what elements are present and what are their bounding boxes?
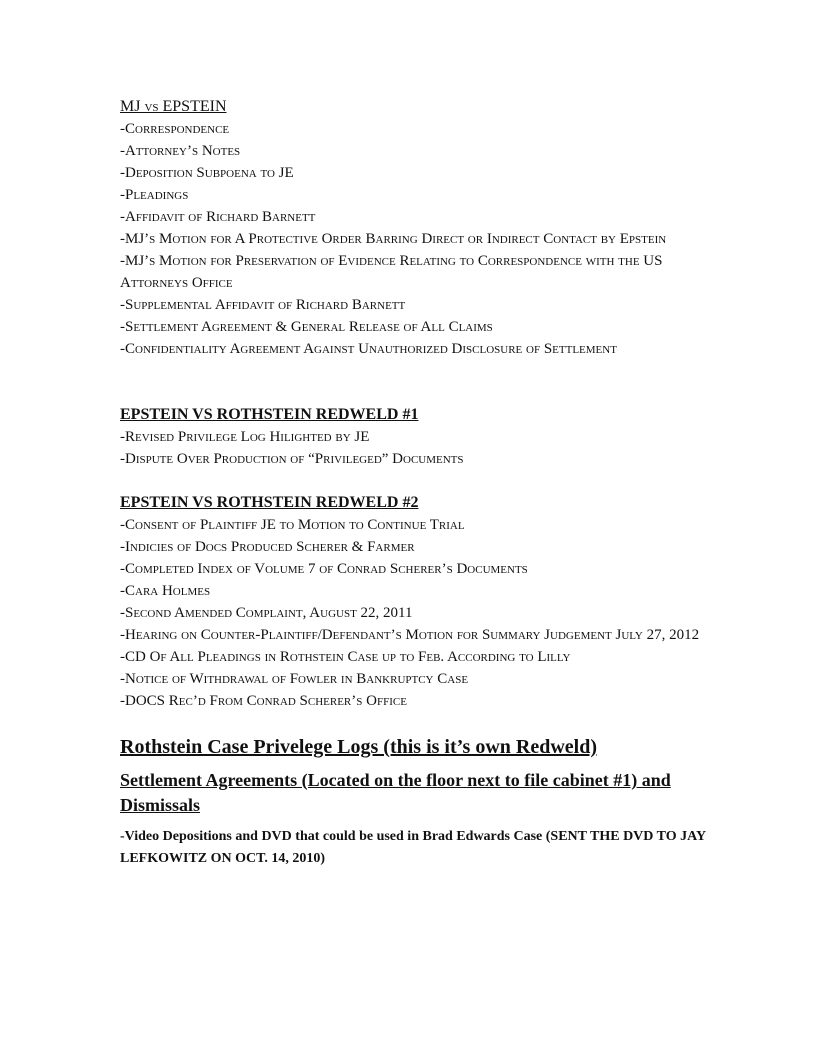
- video-depositions-note: -Video Depositions and DVD that could be used in Brad Edwards Case (SENT THE DVD TO JAY LEFKOWITZ ON OCT. 14, 2010): [120, 829, 706, 866]
- list-item: -Confidentiality Agreement Against Unauthorized Disclosure of Settlement: [120, 341, 617, 357]
- list-item: -Settlement Agreement & General Release of All Claims: [120, 319, 493, 335]
- section-title-redweld-1: EPSTEIN VS ROTHSTEIN REDWELD #1: [120, 406, 419, 423]
- list-item: -DOCS Rec’d From Conrad Scherer’s Office: [120, 693, 407, 709]
- section-list-redweld-2: [120, 514, 720, 712]
- list-item: -MJ’s Motion for Preservation of Evidence Relating to Correspondence with the US Attorneys Office: [120, 253, 663, 291]
- section-title-privelege-logs: Rothstein Case Privelege Logs (this is it’s own Redweld): [120, 736, 598, 758]
- list-item: -CD Of All Pleadings in Rothstein Case up to Feb. According to Lilly: [120, 649, 571, 665]
- list-item: -Second Amended Complaint, August 22, 2011: [120, 605, 413, 621]
- list-item: -Correspondence: [120, 121, 230, 137]
- list-item: -Completed Index of Volume 7 of Conrad Scherer’s Documents: [120, 561, 528, 577]
- section-title-settlement-agreements: Settlement Agreements (Located on the floor next to file cabinet #1) and Dismissals: [120, 770, 671, 815]
- list-item: -Cara Holmes: [120, 583, 211, 599]
- list-item: -Pleadings: [120, 187, 189, 203]
- list-item: -Indicies of Docs Produced Scherer & Farmer: [120, 539, 415, 555]
- list-item: -Dispute Over Production of “Privileged” Documents: [120, 451, 464, 467]
- section-title-mj-vs-epstein: MJ vs EPSTEIN: [120, 98, 227, 115]
- list-item: -Hearing on Counter-Plaintiff/Defendant’s Motion for Summary Judgement July 27, 2012: [120, 627, 700, 643]
- section-list-redweld-1: [120, 426, 720, 470]
- list-item: -Revised Privilege Log Hilighted by JE: [120, 429, 370, 445]
- list-item: -Deposition Subpoena to JE: [120, 165, 294, 181]
- list-item: -Affidavit of Richard Barnett: [120, 209, 316, 225]
- list-item: -Notice of Withdrawal of Fowler in Bankruptcy Case: [120, 671, 469, 687]
- list-item: -MJ’s Motion for A Protective Order Barring Direct or Indirect Contact by Epstein: [120, 231, 667, 247]
- list-item: -Consent of Plaintiff JE to Motion to Continue Trial: [120, 517, 465, 533]
- list-item: -Attorney’s Notes: [120, 143, 241, 159]
- section-title-redweld-2: EPSTEIN VS ROTHSTEIN REDWELD #2: [120, 494, 419, 511]
- list-item: -Supplemental Affidavit of Richard Barnett: [120, 297, 406, 313]
- section-list-mj-vs-epstein: [120, 118, 720, 360]
- document-page: [120, 96, 720, 870]
